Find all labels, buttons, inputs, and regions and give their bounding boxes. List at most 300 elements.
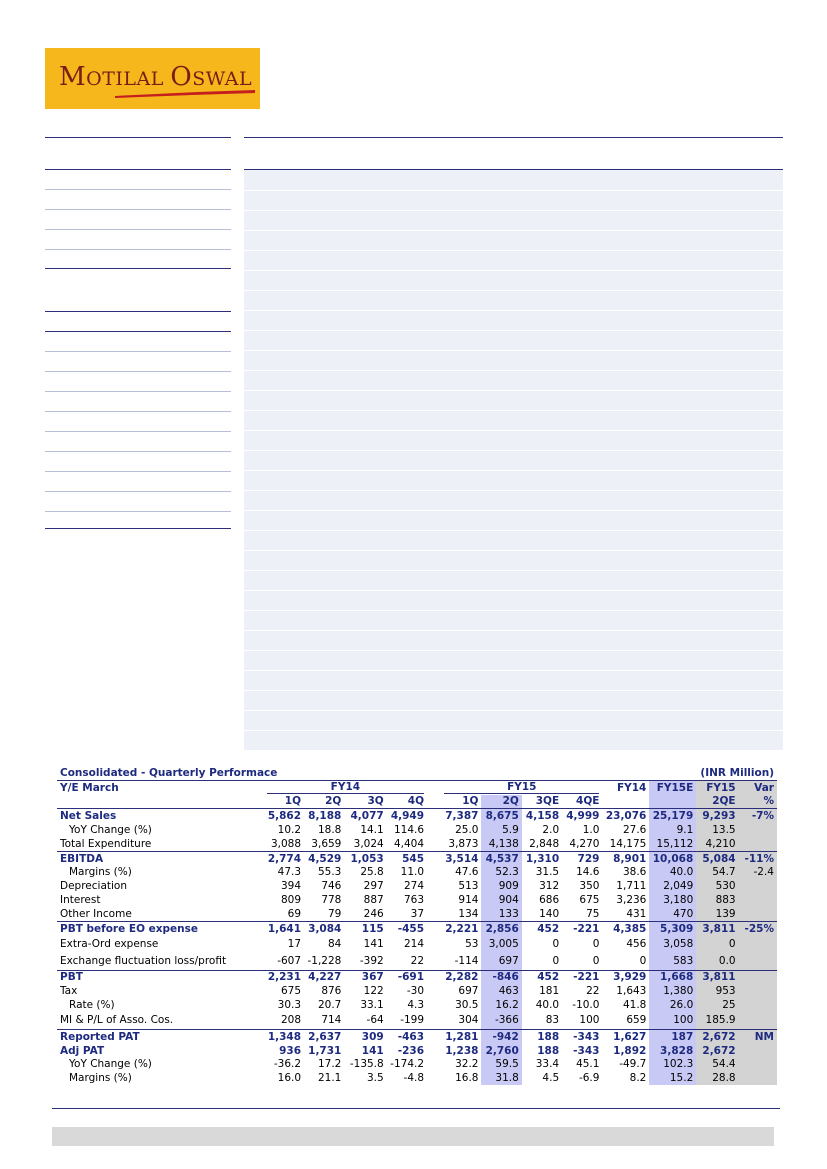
- panel-stripe: [244, 550, 783, 551]
- table-cell: 0: [696, 936, 738, 953]
- table-cell: 115: [344, 921, 386, 935]
- table-cell: 4,385: [602, 921, 649, 935]
- table-cell: 659: [626, 1014, 647, 1027]
- table-row: [57, 984, 777, 998]
- table-cell: 0: [592, 938, 600, 951]
- table-cell: -691: [387, 970, 427, 984]
- table-cell: 40.0: [649, 866, 696, 880]
- left-rule-bottom: [45, 528, 231, 529]
- table-cell: 904: [481, 893, 521, 907]
- table-cell: [739, 823, 777, 837]
- table-cell: -607: [277, 955, 302, 968]
- table-cell: -942: [481, 1029, 521, 1043]
- table-cell: -846: [481, 970, 521, 984]
- table-cell: 17.2: [317, 1058, 342, 1071]
- table-cell: [739, 893, 777, 907]
- table-cell: 883: [696, 893, 738, 907]
- row-label: Margins (%): [69, 866, 132, 879]
- table-cell: [739, 879, 777, 893]
- panel-stripe: [244, 230, 783, 231]
- table-cell: -221: [562, 970, 602, 984]
- table-cell: 75: [586, 907, 600, 920]
- table-cell: 8,675: [481, 809, 521, 823]
- table-cell: 25.0: [455, 824, 479, 837]
- table-cell: 4,537: [481, 851, 521, 865]
- left-rule: [45, 268, 231, 269]
- table-cell: 876: [321, 985, 342, 998]
- table-cell: 2,282: [441, 970, 481, 984]
- table-cell: 32.2: [455, 1058, 479, 1071]
- left-divider: [45, 411, 231, 412]
- table-cell: 431: [626, 907, 647, 920]
- table-cell: -1,228: [307, 955, 342, 968]
- table-cell: 1,627: [602, 1029, 649, 1043]
- table-cell: 13.5: [696, 823, 738, 837]
- sub-1q: 1Q: [462, 795, 479, 808]
- table-cell: 2,774: [264, 851, 304, 865]
- table-cell: 887: [363, 894, 384, 907]
- panel-stripe: [244, 270, 783, 271]
- sub-2q: 2Q: [325, 795, 342, 808]
- left-divider: [45, 351, 231, 352]
- ye-label: Y/E March: [60, 781, 119, 794]
- table-cell: 4,949: [387, 809, 427, 823]
- table-cell: 309: [344, 1029, 386, 1043]
- table-cell: 21.1: [317, 1072, 342, 1085]
- table-cell: 4,404: [393, 837, 425, 850]
- panel-stripe: [244, 730, 783, 731]
- table-cell: 31.5: [535, 866, 560, 879]
- table-cell: 69: [287, 907, 302, 920]
- table-cell: 746: [321, 880, 342, 893]
- table-cell: 9.1: [649, 823, 696, 837]
- table-cell: 3,929: [602, 970, 649, 984]
- left-divider: [45, 431, 231, 432]
- table-cell: 31.8: [481, 1071, 521, 1085]
- panel-stripe: [244, 410, 783, 411]
- table-cell: 350: [579, 880, 600, 893]
- left-divider: [45, 451, 231, 452]
- table-cell: 3,180: [649, 893, 696, 907]
- table-cell: 16.2: [481, 998, 521, 1012]
- table-cell: 40.0: [535, 999, 560, 1012]
- table-cell: 763: [403, 894, 425, 907]
- table-row: [57, 1029, 777, 1043]
- table-cell: [739, 970, 777, 984]
- table-cell: -6.9: [578, 1072, 600, 1085]
- table-cell: 714: [321, 1014, 342, 1027]
- table-header-row-2: [57, 795, 777, 809]
- table-row: [57, 1012, 777, 1030]
- row-label: YoY Change (%): [69, 1058, 152, 1071]
- row-label: PBT before EO expense: [57, 921, 264, 935]
- row-label: Depreciation: [60, 880, 127, 893]
- table-cell: 20.7: [317, 999, 342, 1012]
- row-label: Margins (%): [69, 1072, 132, 1085]
- left-rule-top: [45, 137, 231, 138]
- table-cell: 1,731: [308, 1044, 342, 1057]
- table-cell: -174.2: [390, 1058, 425, 1071]
- table-cell: 26.0: [649, 998, 696, 1012]
- table-cell: 545: [387, 851, 427, 865]
- table-cell: 686: [539, 894, 560, 907]
- table-cell: -36.2: [273, 1058, 302, 1071]
- group-fy15: FY15: [444, 781, 599, 794]
- table-cell: 936: [279, 1044, 302, 1057]
- table-cell: 84: [327, 938, 342, 951]
- table-cell: 16.0: [277, 1072, 302, 1085]
- right-shaded-panel: [244, 170, 783, 750]
- table-row: [57, 1058, 777, 1072]
- table-cell: 1,711: [616, 880, 647, 893]
- panel-stripe: [244, 590, 783, 591]
- table-cell: 9,293: [696, 809, 738, 823]
- panel-stripe: [244, 610, 783, 611]
- panel-stripe: [244, 370, 783, 371]
- table-cell: 1,348: [264, 1029, 304, 1043]
- table-cell: 304: [458, 1014, 479, 1027]
- table-cell: 1.0: [582, 824, 600, 837]
- table-cell: 3,811: [696, 921, 738, 935]
- table-cell: 697: [481, 953, 521, 971]
- table-cell: -64: [366, 1014, 384, 1027]
- table-cell: 809: [280, 894, 302, 907]
- table-cell: 1,643: [616, 985, 647, 998]
- table-cell: 15,112: [649, 837, 696, 851]
- table-cell: 208: [280, 1014, 302, 1027]
- table-cell: 1,310: [522, 851, 562, 865]
- row-label: Exchange fluctuation loss/profit: [60, 955, 227, 968]
- col-fy14: FY14: [616, 781, 647, 794]
- table-cell: 14,175: [609, 837, 647, 850]
- row-label: Total Expenditure: [60, 837, 152, 850]
- left-divider: [45, 209, 231, 210]
- table-cell: 1,892: [613, 1044, 647, 1057]
- table-cell: 697: [458, 985, 479, 998]
- table-cell: 3,005: [481, 936, 521, 953]
- table-cell: 0: [552, 938, 560, 951]
- table-cell: 141: [361, 1044, 384, 1057]
- table-cell: -366: [481, 1012, 521, 1030]
- table-cell: 5,084: [696, 851, 738, 865]
- table-row: [57, 837, 777, 851]
- left-divider: [45, 189, 231, 190]
- table-cell: 470: [649, 907, 696, 921]
- table-cell: 4,227: [304, 970, 344, 984]
- sub-3q: 3Q: [367, 795, 384, 808]
- table-unit: (INR Million): [602, 766, 777, 780]
- table-cell: 52.3: [481, 866, 521, 880]
- table-title: Consolidated - Quarterly Performace: [57, 766, 602, 780]
- table-cell: 102.3: [649, 1058, 696, 1072]
- table-cell: 3,514: [441, 851, 481, 865]
- sub-2qe: 2QE: [696, 795, 738, 809]
- table-cell: 33.4: [535, 1058, 560, 1071]
- table-cell: 47.3: [277, 866, 302, 879]
- table-cell: 2,856: [481, 921, 521, 935]
- table-cell: 4,270: [569, 837, 600, 850]
- row-label: EBITDA: [57, 851, 264, 865]
- table-cell: 2,760: [481, 1044, 521, 1058]
- sub-3qe: 3QE: [535, 795, 560, 808]
- table-cell: 367: [344, 970, 386, 984]
- table-cell: 452: [522, 921, 562, 935]
- left-divider: [45, 229, 231, 230]
- table-cell: 141: [363, 938, 384, 951]
- row-label: MI & P/L of Asso. Cos.: [60, 1014, 174, 1027]
- row-label: PBT: [57, 970, 264, 984]
- table-cell: -199: [400, 1014, 425, 1027]
- table-cell: 675: [280, 985, 302, 998]
- sub-4q: 4Q: [407, 795, 425, 808]
- panel-stripe: [244, 690, 783, 691]
- table-cell: 3,024: [353, 837, 384, 850]
- col-fy15e: FY15E: [649, 780, 696, 794]
- table-cell: 1,380: [649, 984, 696, 998]
- footer-rule: [52, 1108, 780, 1109]
- left-rule: [45, 331, 231, 332]
- panel-stripe: [244, 310, 783, 311]
- table-cell: 2,637: [304, 1029, 344, 1043]
- left-divider: [45, 491, 231, 492]
- table-cell: 3,873: [448, 837, 479, 850]
- table-cell: 1,053: [344, 851, 386, 865]
- table-cell: 4,138: [481, 837, 521, 851]
- table-cell: 22: [410, 955, 425, 968]
- table-cell: 0: [552, 955, 560, 968]
- row-label: Reported PAT: [57, 1029, 264, 1043]
- right-rule-top: [244, 137, 783, 138]
- table-cell: -392: [359, 955, 384, 968]
- table-row: [57, 998, 777, 1012]
- table-cell: [739, 998, 777, 1012]
- table-cell: [739, 984, 777, 998]
- table-cell: 54.7: [696, 866, 738, 880]
- panel-stripe: [244, 530, 783, 531]
- table-cell: 5,309: [649, 921, 696, 935]
- sub-1q: 1Q: [284, 795, 302, 808]
- table-row: [57, 893, 777, 907]
- table-cell: 28.8: [696, 1071, 738, 1085]
- table-cell: 10.2: [277, 824, 302, 837]
- table-cell: 41.8: [622, 999, 647, 1012]
- table-cell: 513: [458, 880, 479, 893]
- table-cell: 1,238: [445, 1044, 479, 1057]
- row-label: Adj PAT: [60, 1044, 105, 1057]
- table-row: [57, 1071, 777, 1085]
- table-cell: 3,659: [311, 837, 342, 850]
- table-cell: 2,221: [441, 921, 481, 935]
- table-row: [57, 851, 777, 865]
- sub-pct: %: [739, 795, 777, 809]
- table-row: [57, 1044, 777, 1058]
- table-cell: 122: [363, 985, 384, 998]
- table-cell: -455: [387, 921, 427, 935]
- table-cell: 953: [696, 984, 738, 998]
- row-label: Extra-Ord expense: [60, 938, 159, 951]
- table-cell: 139: [696, 907, 738, 921]
- panel-stripe: [244, 430, 783, 431]
- table-cell: 188: [522, 1029, 562, 1043]
- brand-logo: [45, 48, 260, 109]
- table-row: [57, 809, 777, 823]
- table-cell: 8,901: [602, 851, 649, 865]
- table-cell: 22: [586, 985, 600, 998]
- table-cell: [739, 1058, 777, 1072]
- table-cell: 140: [539, 907, 560, 920]
- row-label: Interest: [60, 894, 101, 907]
- table-cell: 4,999: [562, 809, 602, 823]
- table-cell: 4.3: [407, 999, 425, 1012]
- table-cell: 25.8: [360, 866, 384, 879]
- table-cell: NM: [739, 1029, 777, 1043]
- panel-stripe: [244, 350, 783, 351]
- table-cell: 54.4: [696, 1058, 738, 1072]
- table-header-row-1: [57, 780, 777, 794]
- row-label: Rate (%): [69, 999, 115, 1012]
- table-cell: 8.2: [629, 1072, 647, 1085]
- table-cell: 2,049: [649, 879, 696, 893]
- table-cell: 2,672: [696, 1044, 738, 1058]
- table-cell: 2,672: [696, 1029, 738, 1043]
- table-cell: -30: [406, 985, 425, 998]
- table-cell: 37: [410, 907, 425, 920]
- table-cell: 8,188: [304, 809, 344, 823]
- table-cell: -49.7: [619, 1058, 647, 1071]
- table-cell: 14.1: [360, 824, 384, 837]
- table-cell: 30.5: [455, 999, 479, 1012]
- panel-stripe: [244, 710, 783, 711]
- table-cell: 463: [481, 984, 521, 998]
- col-var: Var: [739, 780, 777, 794]
- table-row: [57, 823, 777, 837]
- table-cell: 583: [649, 953, 696, 971]
- table-cell: 0: [592, 955, 600, 968]
- table-cell: -7%: [739, 809, 777, 823]
- table-cell: 53: [465, 938, 479, 951]
- table-cell: 530: [696, 879, 738, 893]
- row-label: Net Sales: [57, 809, 264, 823]
- panel-stripe: [244, 210, 783, 211]
- row-label: Tax: [60, 985, 78, 998]
- table-cell: 0.0: [696, 953, 738, 971]
- table-cell: 675: [579, 894, 600, 907]
- left-divider: [45, 511, 231, 512]
- table-cell: [739, 1044, 777, 1058]
- panel-stripe: [244, 290, 783, 291]
- table-cell: [739, 1012, 777, 1030]
- table-cell: 133: [481, 907, 521, 921]
- table-cell: [739, 953, 777, 971]
- table-cell: -221: [562, 921, 602, 935]
- table-cell: -343: [573, 1044, 600, 1057]
- panel-stripe: [244, 570, 783, 571]
- table-cell: 1,668: [649, 970, 696, 984]
- table-cell: 38.6: [622, 866, 647, 879]
- table-cell: [739, 837, 777, 851]
- table-cell: 297: [363, 880, 384, 893]
- sub-4qe: 4QE: [576, 795, 600, 808]
- left-divider: [45, 391, 231, 392]
- table-cell: 59.5: [481, 1058, 521, 1072]
- table-cell: 100: [649, 1012, 696, 1030]
- table-cell: -236: [397, 1044, 425, 1057]
- table-cell: -343: [562, 1029, 602, 1043]
- table-cell: [739, 907, 777, 921]
- table-cell: 45.1: [576, 1058, 600, 1071]
- table-cell: 18.8: [317, 824, 342, 837]
- table-cell: 246: [363, 907, 384, 920]
- table-cell: 188: [537, 1044, 560, 1057]
- table-cell: 5.9: [481, 823, 521, 837]
- table-cell: 4,158: [522, 809, 562, 823]
- panel-stripe: [244, 630, 783, 631]
- table-cell: 181: [539, 985, 560, 998]
- table-cell: 11.0: [400, 866, 425, 879]
- left-divider: [45, 471, 231, 472]
- sub-2q: 2Q: [481, 795, 521, 809]
- table-cell: 15.2: [649, 1071, 696, 1085]
- panel-stripe: [244, 670, 783, 671]
- table-cell: 27.6: [622, 824, 647, 837]
- table-cell: 3,236: [616, 894, 647, 907]
- table-cell: 187: [649, 1029, 696, 1043]
- table-cell: 47.6: [455, 866, 479, 879]
- table-cell: 1,641: [264, 921, 304, 935]
- table-cell: 3,084: [304, 921, 344, 935]
- table-cell: 3,811: [696, 970, 738, 984]
- table-cell: 30.3: [277, 999, 302, 1012]
- table-cell: 14.6: [576, 866, 600, 879]
- table-cell: 3,058: [649, 936, 696, 953]
- table-cell: 185.9: [696, 1012, 738, 1030]
- table-cell: 114.6: [393, 824, 425, 837]
- table-cell: 4.5: [542, 1072, 560, 1085]
- left-divider: [45, 249, 231, 250]
- table-cell: 914: [458, 894, 479, 907]
- panel-stripe: [244, 330, 783, 331]
- table-cell: 2.0: [542, 824, 560, 837]
- table-cell: -135.8: [349, 1058, 384, 1071]
- table-cell: 10,068: [649, 851, 696, 865]
- table-cell: 274: [403, 880, 425, 893]
- panel-stripe: [244, 470, 783, 471]
- left-rule-2: [45, 169, 231, 170]
- table-cell: 2,848: [529, 837, 560, 850]
- table-cell: 7,387: [441, 809, 481, 823]
- panel-stripe: [244, 390, 783, 391]
- left-divider: [45, 371, 231, 372]
- table-cell: 3,828: [649, 1044, 696, 1058]
- table-row: [57, 907, 777, 921]
- quarterly-performance-table: [57, 766, 777, 1085]
- table-cell: 3.5: [367, 1072, 384, 1085]
- table-cell: -463: [387, 1029, 427, 1043]
- table-cell: 456: [626, 938, 647, 951]
- left-rule: [45, 311, 231, 312]
- table-row: [57, 879, 777, 893]
- table-cell: -114: [454, 955, 479, 968]
- table-row: [57, 953, 777, 971]
- table-title-row: [57, 766, 777, 780]
- table-row: [57, 970, 777, 984]
- col-fy15: FY15: [696, 780, 738, 794]
- table-cell: [739, 1071, 777, 1085]
- table-cell: 4,077: [344, 809, 386, 823]
- table-cell: 4,210: [696, 837, 738, 851]
- table-cell: 2,231: [264, 970, 304, 984]
- table-cell: 23,076: [602, 809, 649, 823]
